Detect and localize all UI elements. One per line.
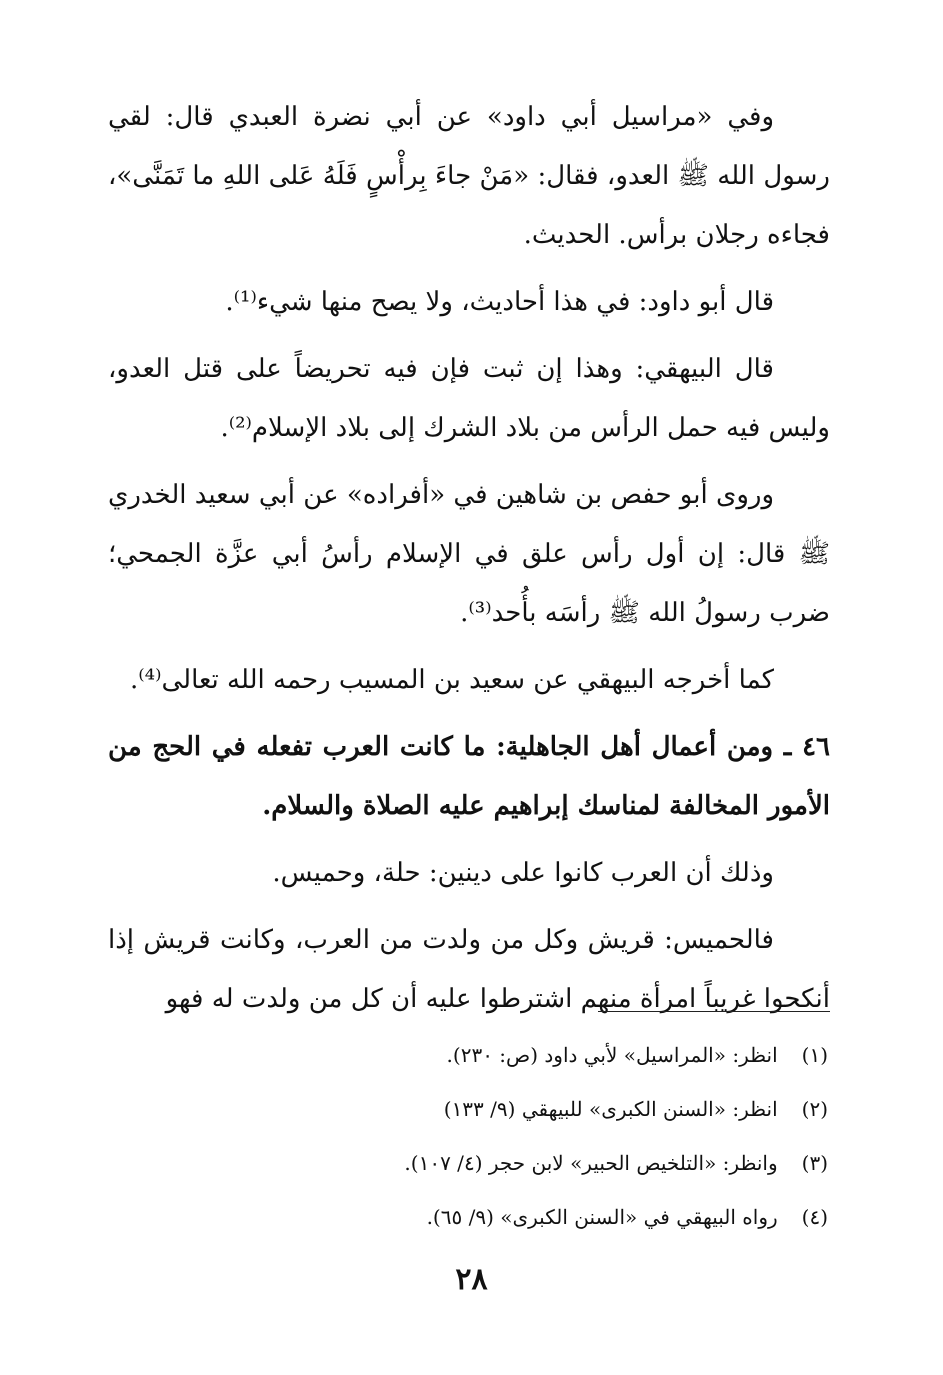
footnote-text: انظر: «المراسيل» لأبي داود (ص: ٢٣٠). <box>446 1043 778 1067</box>
footnote-3 <box>108 1136 830 1190</box>
paragraph-ibn-shahin: وروى أبو حفص بن شاهين في «أفراده» عن أبي سعيد الخدري ﷺ قال: إن أول رأس علق في الإسلام رأسُ أبي عزَّة الجمحي؛ ضرب رسولُ الله ﷺ رأسَه بأُحد⁽³⁾. <box>108 480 830 628</box>
paragraph-abu-dawud-comment: قال أبو داود: في هذا أحاديث، ولا يصح منها شيء⁽¹⁾. <box>225 287 774 317</box>
section-heading-46: ٤٦ ـ ومن أعمال أهل الجاهلية: ما كانت العرب تفعله في الحج من الأمور المخالفة لمناسك إبراهيم عليه الصلاة والسلام. <box>108 732 830 821</box>
footnote-text: انظر: «السنن الكبرى» للبيهقي (٩/ ١٣٣) <box>443 1097 778 1121</box>
paragraph-two-religions: وذلك أن العرب كانوا على دينين: حلة، وحميس. <box>272 858 774 888</box>
footnote-number: (٤) <box>801 1205 828 1229</box>
page-number: ٢٨ <box>455 1262 488 1297</box>
footnote-4 <box>108 1190 830 1244</box>
paragraph-hums: فالحميس: قريش وكل من ولدت من العرب، وكانت قريش إذا أنكحوا غريباً امرأة منهم اشترطوا عليه أن كل من ولدت له فهو <box>108 925 830 1014</box>
footnote-2 <box>108 1082 830 1136</box>
paragraph-mursal-abi-dawud: وفي «مراسيل أبي داود» عن أبي نضرة العبدي قال: لقي رسول الله ﷺ العدو، فقال: «مَنْ جاءَ بِرأْسٍ فَلَهُ عَلى اللهِ ما تَمَنَّى»، فجاءه رجلان برأس. الحديث. <box>108 102 830 250</box>
paragraph-bayhaqi-narration: كما أخرجه البيهقي عن سعيد بن المسيب رحمه الله تعالى⁽⁴⁾. <box>130 665 774 695</box>
footnote-text: رواه البيهقي في «السنن الكبرى» (٩/ ٦٥). <box>426 1205 778 1229</box>
footnote-1 <box>108 1028 830 1082</box>
footnote-number: (٢) <box>801 1097 828 1121</box>
footnote-number: (٣) <box>801 1151 828 1175</box>
main-text <box>108 88 830 1037</box>
footnotes <box>108 1028 830 1244</box>
footnote-text: وانظر: «التلخيص الحبير» لابن حجر (٤/ ١٠٧). <box>404 1151 778 1175</box>
paragraph-bayhaqi-comment: قال البيهقي: وهذا إن ثبت فإن فيه تحريضاً على قتل العدو، وليس فيه حمل الرأس من بلاد الشرك إلى بلاد الإسلام⁽²⁾. <box>108 354 830 443</box>
footnote-separator <box>598 1011 830 1012</box>
footnote-number: (١) <box>801 1043 828 1067</box>
